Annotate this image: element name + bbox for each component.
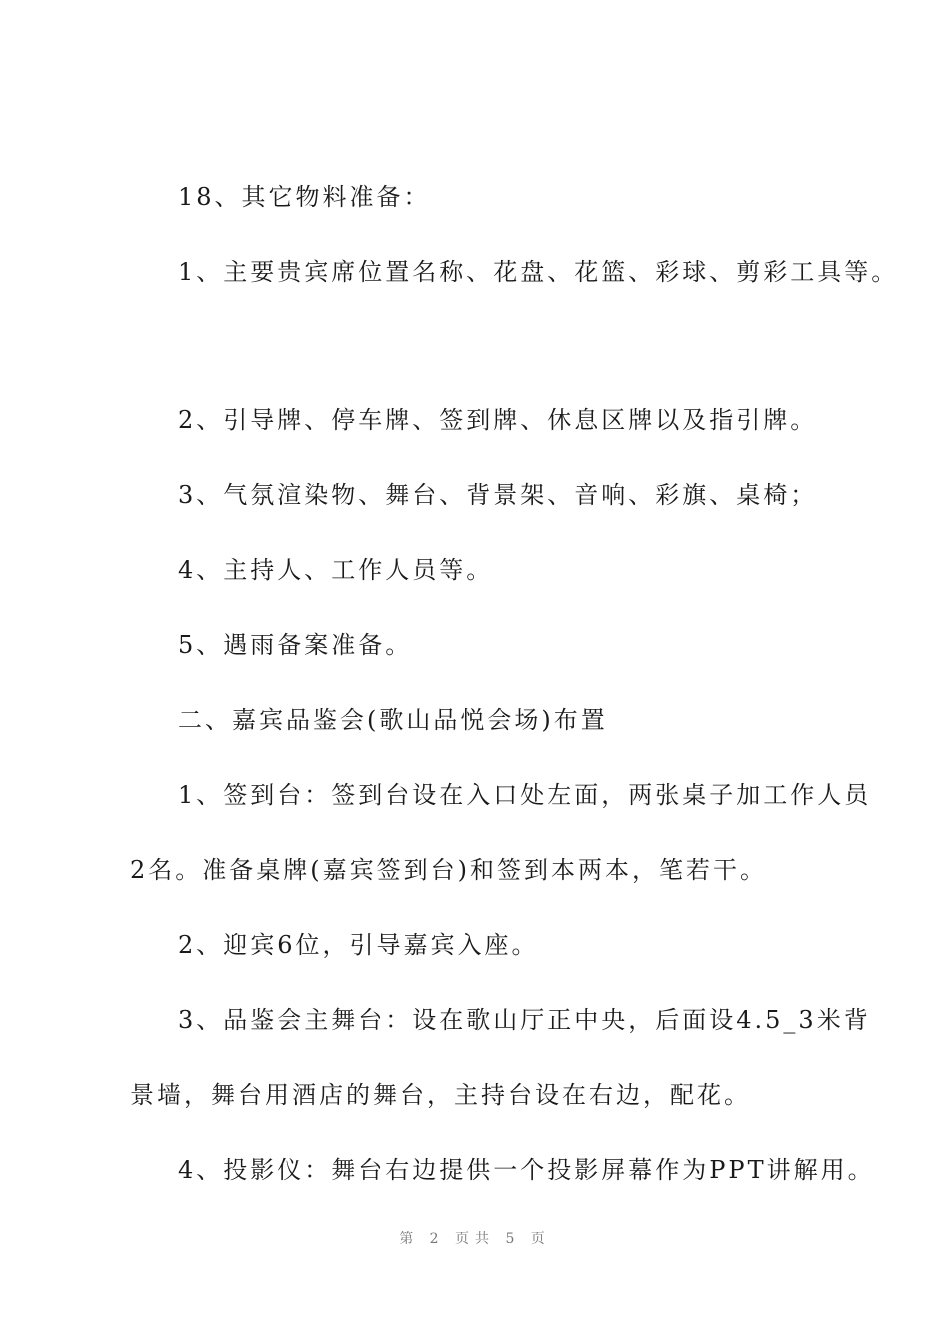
paragraph-main-stage-continued: 景墙，舞台用酒店的舞台，主持台设在右边，配花。 — [130, 1081, 751, 1109]
paragraph-greeters: 2、迎宾6位，引导嘉宾入座。 — [178, 931, 539, 959]
paragraph-item-2: 2、引导牌、停车牌、签到牌、休息区牌以及指引牌。 — [178, 406, 818, 434]
paragraph-item-1: 1、主要贵宾席位置名称、花盘、花篮、彩球、剪彩工具等。 — [178, 258, 899, 286]
paragraph-projector: 4、投影仪：舞台右边提供一个投影屏幕作为PPT讲解用。 — [178, 1156, 875, 1184]
paragraph-item-5: 5、遇雨备案准备。 — [178, 631, 413, 659]
section-heading-materials: 18、其它物料准备： — [178, 183, 431, 211]
paragraph-item-4: 4、主持人、工作人员等。 — [178, 556, 494, 584]
paragraph-signin-desk-continued: 2名。准备桌牌(嘉宾签到台)和签到本两本，笔若干。 — [130, 856, 767, 884]
page-footer: 第 2 页共 5 页 — [399, 1231, 551, 1247]
paragraph-main-stage: 3、品鉴会主舞台：设在歌山厅正中央，后面设4.5_3米背 — [178, 1006, 871, 1034]
paragraph-item-3: 3、气氛渲染物、舞台、背景架、音响、彩旗、桌椅； — [178, 481, 818, 509]
paragraph-signin-desk: 1、签到台：签到台设在入口处左面，两张桌子加工作人员 — [178, 781, 872, 809]
section-heading-venue: 二、嘉宾品鉴会(歌山品悦会场)布置 — [178, 706, 608, 734]
